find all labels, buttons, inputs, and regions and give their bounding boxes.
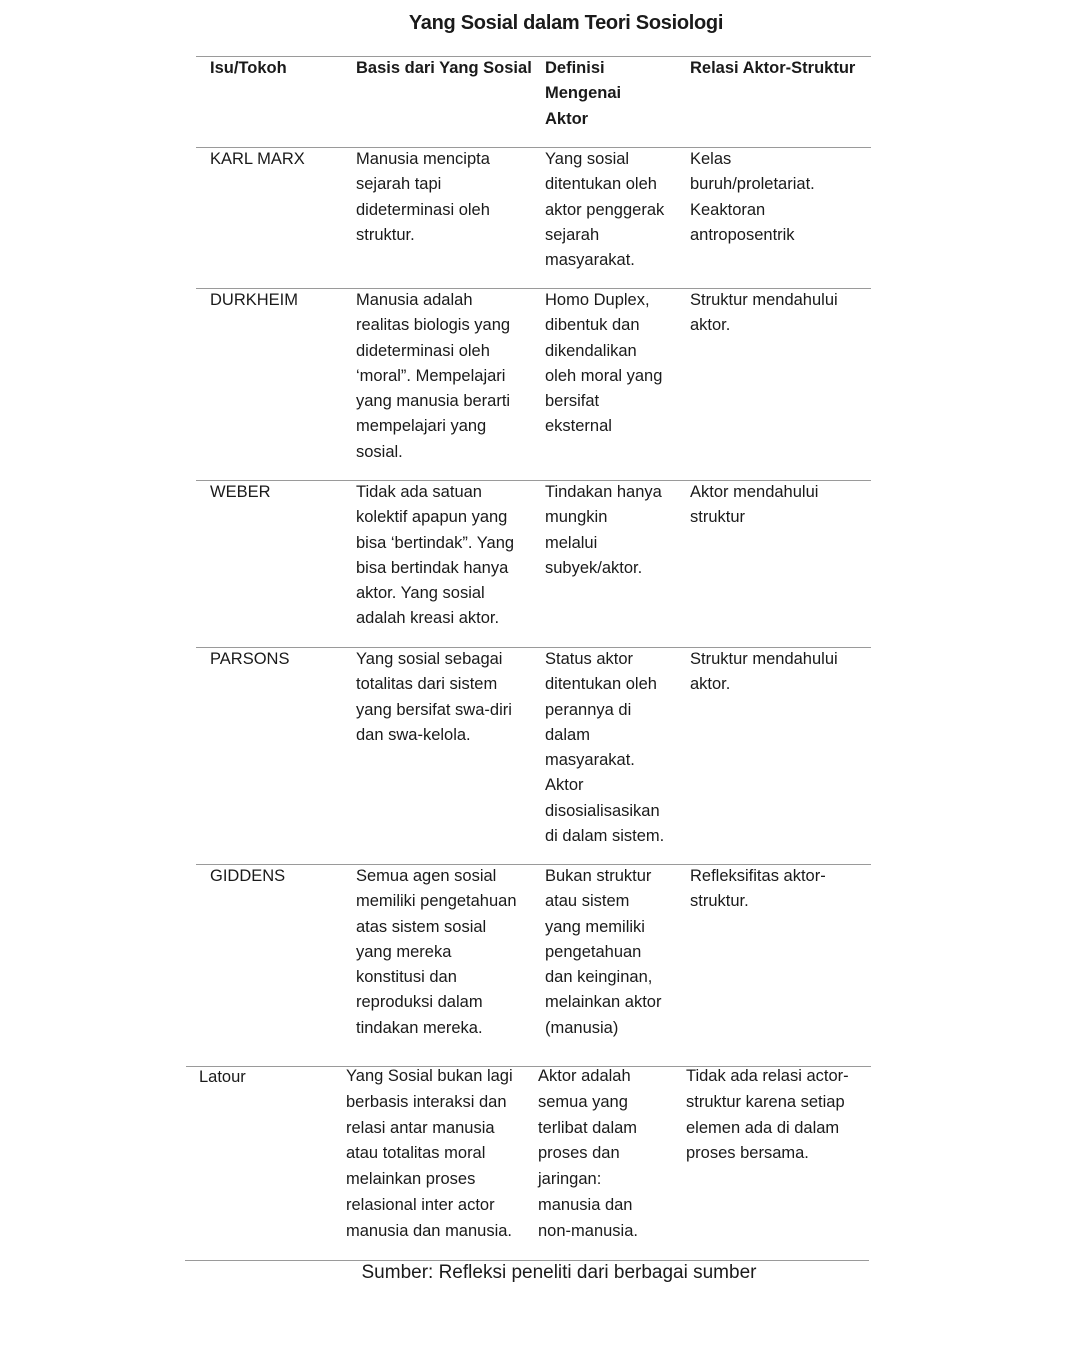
row-relation: Struktur mendahului aktor.: [690, 291, 838, 335]
table-source-note: Sumber: Refleksi peneliti dari berbagai sumber: [361, 1262, 757, 1283]
row-basis: Yang sosial sebagai totalitas dari sistem yang bersifat swa-diri dan swa-kelola.: [356, 650, 512, 744]
row-basis: Manusia mencipta sejarah tapi dideterminasi oleh struktur.: [356, 150, 490, 244]
row-issue: GIDDENS: [210, 867, 286, 885]
row-issue: KARL MARX: [210, 150, 305, 168]
row-relation: Tidak ada relasi actor- struktur karena setiap elemen ada di dalam proses bersama.: [686, 1067, 849, 1163]
header-relation: Relasi Aktor-Struktur: [690, 59, 856, 77]
row-issue: Latour: [199, 1068, 246, 1086]
row-basis: Manusia adalah realitas biologis yang dideterminasi oleh ‘moral”. Mempelajari yang manusia berarti mempelajari yang sosial.: [356, 291, 511, 461]
row-definition: Status aktor ditentukan oleh perannya di dalam masyarakat. Aktor disosialisasikan di dalam sistem.: [545, 650, 665, 846]
row-basis: Yang Sosial bukan lagi berbasis interaksi dan relasi antar manusia atau totalitas moral melainkan proses relasional inter actor manusia dan manusia.: [346, 1067, 513, 1240]
header-basis: Basis dari Yang Sosial: [356, 59, 532, 77]
row-basis: Semua agen sosial memiliki pengetahuan atas sistem sosial yang mereka konstitusi dan reproduksi dalam tindakan mereka.: [356, 867, 517, 1037]
table-title: Yang Sosial dalam Teori Sosiologi: [408, 12, 724, 34]
row-relation: Kelas buruh/proletariat. Keaktoran antroposentrik: [690, 150, 815, 244]
header-definition: Definisi Mengenai Aktor: [545, 59, 622, 128]
row-issue: DURKHEIM: [210, 291, 299, 309]
row-definition: Aktor adalah semua yang terlibat dalam proses dan jaringan: manusia dan non-manusia.: [538, 1067, 638, 1240]
table-bottom-rule: [185, 1260, 869, 1261]
row-definition: Homo Duplex, dibentuk dan dikendalikan oleh moral yang bersifat eksternal: [545, 291, 663, 436]
row-issue: PARSONS: [210, 650, 290, 668]
row-relation: Aktor mendahului struktur: [690, 483, 819, 527]
header-issue: Isu/Tokoh: [210, 59, 287, 77]
row-issue: WEBER: [210, 483, 271, 501]
row-definition: Tindakan hanya mungkin melalui subyek/aktor.: [545, 483, 662, 577]
row-relation: Refleksifitas aktor- struktur.: [690, 867, 826, 911]
row-relation: Struktur mendahului aktor.: [690, 650, 838, 694]
row-definition: Yang sosial ditentukan oleh aktor penggerak sejarah masyarakat.: [545, 150, 665, 270]
row-definition: Bukan struktur atau sistem yang memiliki pengetahuan dan keinginan, melainkan aktor (manusia): [545, 867, 662, 1037]
row-basis: Tidak ada satuan kolektif apapun yang bisa ‘bertindak”. Yang bisa bertindak hanya aktor. Yang sosial adalah kreasi aktor.: [356, 483, 515, 628]
